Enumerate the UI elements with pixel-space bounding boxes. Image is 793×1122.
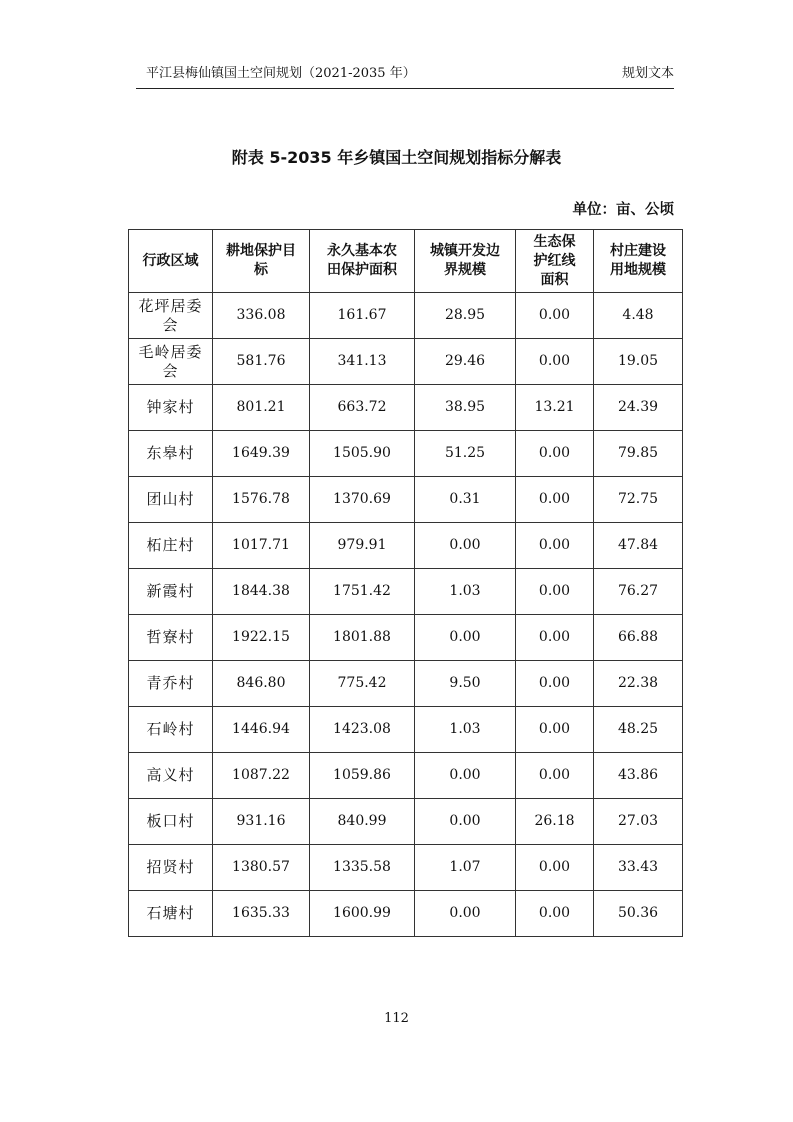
region-name-cell [129,845,213,891]
value-cell: 840.99 [310,799,415,845]
value-cell: 1370.69 [310,477,415,523]
column-header-farmland-target [213,230,310,293]
region-name-cell [129,799,213,845]
region-name-cell [129,753,213,799]
value-cell: 1505.90 [310,431,415,477]
region-name-cell [129,523,213,569]
table-title: 附表 5-2035 年乡镇国土空间规划指标分解表 [231,148,562,167]
table-row [129,431,683,477]
value-cell: 1576.78 [213,477,310,523]
region-name-cell [129,661,213,707]
value-cell: 0.00 [516,661,594,707]
column-header-line: 耕地保护目 [226,243,296,259]
column-header-line: 田保护面积 [327,262,397,278]
value-cell: 19.05 [594,339,683,385]
value-cell: 0.00 [415,799,516,845]
column-header-line: 城镇开发边 [430,243,500,259]
value-cell: 1801.88 [310,615,415,661]
column-header-urban-boundary [415,230,516,293]
region-name-line: 团山村 [146,490,195,508]
table-header-row [129,230,683,293]
column-header-line: 标 [254,262,268,278]
table-row [129,523,683,569]
value-cell: 22.38 [594,661,683,707]
value-cell: 1446.94 [213,707,310,753]
table-row [129,615,683,661]
column-header-line: 面积 [540,271,569,288]
region-name-cell [129,477,213,523]
table-row [129,891,683,937]
column-header-line: 护红线 [533,252,576,269]
value-cell: 0.00 [516,523,594,569]
table-body [129,293,683,937]
value-cell: 13.21 [516,385,594,431]
value-cell: 979.91 [310,523,415,569]
value-cell: 0.00 [516,753,594,799]
value-cell: 161.67 [310,293,415,339]
region-name-line: 新霞村 [146,582,195,600]
value-cell: 0.00 [516,431,594,477]
value-cell: 801.21 [213,385,310,431]
value-cell: 0.00 [516,615,594,661]
table-row [129,293,683,339]
column-header-line: 村庄建设 [610,243,666,259]
indicator-table [128,229,683,937]
value-cell: 72.75 [594,477,683,523]
column-header-line: 行政区域 [142,252,199,269]
value-cell: 50.36 [594,891,683,937]
value-cell: 4.48 [594,293,683,339]
region-name-line: 会 [162,361,179,380]
value-cell: 79.85 [594,431,683,477]
column-header-line: 界规模 [444,262,486,278]
region-name-line: 会 [162,315,179,334]
table-row [129,477,683,523]
value-cell: 1649.39 [213,431,310,477]
value-cell: 38.95 [415,385,516,431]
table-row [129,569,683,615]
value-cell: 9.50 [415,661,516,707]
value-cell: 775.42 [310,661,415,707]
value-cell: 27.03 [594,799,683,845]
column-header-line: 用地规模 [610,262,666,278]
table-row [129,339,683,385]
value-cell: 29.46 [415,339,516,385]
value-cell: 846.80 [213,661,310,707]
value-cell: 0.00 [516,891,594,937]
region-name-line: 板口村 [146,812,195,830]
value-cell: 0.00 [516,569,594,615]
region-name-line: 毛岭居委 [138,342,203,361]
value-cell: 26.18 [516,799,594,845]
page-number: 112 [384,1011,409,1026]
region-name-cell [129,431,213,477]
region-name-line: 高义村 [146,766,195,784]
value-cell: 0.00 [415,753,516,799]
page-header [136,62,674,84]
value-cell: 43.86 [594,753,683,799]
region-name-cell [129,339,213,385]
value-cell: 1380.57 [213,845,310,891]
region-name-line: 哲寮村 [146,628,195,646]
region-name-line: 花坪居委 [138,296,203,315]
region-name-line: 青乔村 [146,674,195,692]
value-cell: 1635.33 [213,891,310,937]
value-cell: 336.08 [213,293,310,339]
table-row [129,753,683,799]
header-rule [136,88,674,89]
value-cell: 48.25 [594,707,683,753]
region-name-cell [129,569,213,615]
value-cell: 0.00 [516,707,594,753]
region-name-cell [129,891,213,937]
column-header-village-land [594,230,683,293]
table-row [129,661,683,707]
column-header-line: 生态保 [533,233,576,250]
value-cell: 581.76 [213,339,310,385]
value-cell: 1922.15 [213,615,310,661]
value-cell: 28.95 [415,293,516,339]
value-cell: 0.00 [516,339,594,385]
value-cell: 931.16 [213,799,310,845]
region-name-cell [129,615,213,661]
region-name-line: 柘庄村 [146,536,195,554]
region-name-cell [129,385,213,431]
column-header-region [129,230,213,293]
region-name-cell [129,707,213,753]
region-name-cell [129,293,213,339]
value-cell: 47.84 [594,523,683,569]
region-name-line: 石岭村 [146,720,195,738]
value-cell: 341.13 [310,339,415,385]
value-cell: 1.07 [415,845,516,891]
value-cell: 0.00 [415,615,516,661]
table-row [129,845,683,891]
unit-label: 单位：亩、公顷 [572,202,674,218]
value-cell: 0.00 [516,293,594,339]
value-cell: 663.72 [310,385,415,431]
value-cell: 66.88 [594,615,683,661]
document-title: 平江县梅仙镇国土空间规划（2021-2035 年） [146,66,416,81]
value-cell: 1059.86 [310,753,415,799]
value-cell: 1087.22 [213,753,310,799]
value-cell: 1844.38 [213,569,310,615]
value-cell: 0.00 [516,845,594,891]
column-header-line: 永久基本农 [327,243,397,259]
region-name-line: 钟家村 [146,398,195,416]
region-name-line: 东皋村 [146,444,195,462]
value-cell: 1335.58 [310,845,415,891]
value-cell: 0.00 [415,523,516,569]
table-row [129,385,683,431]
column-header-ecological-redline [516,230,594,293]
table-row [129,707,683,753]
value-cell: 1.03 [415,707,516,753]
value-cell: 1600.99 [310,891,415,937]
value-cell: 1751.42 [310,569,415,615]
region-name-line: 招贤村 [146,858,195,876]
value-cell: 1.03 [415,569,516,615]
region-name-line: 石塘村 [146,904,195,922]
column-header-permanent-farmland [310,230,415,293]
value-cell: 33.43 [594,845,683,891]
value-cell: 51.25 [415,431,516,477]
value-cell: 1017.71 [213,523,310,569]
value-cell: 24.39 [594,385,683,431]
value-cell: 0.00 [516,477,594,523]
value-cell: 0.00 [415,891,516,937]
value-cell: 1423.08 [310,707,415,753]
value-cell: 76.27 [594,569,683,615]
value-cell: 0.31 [415,477,516,523]
document-section: 规划文本 [621,66,674,81]
table-row [129,799,683,845]
